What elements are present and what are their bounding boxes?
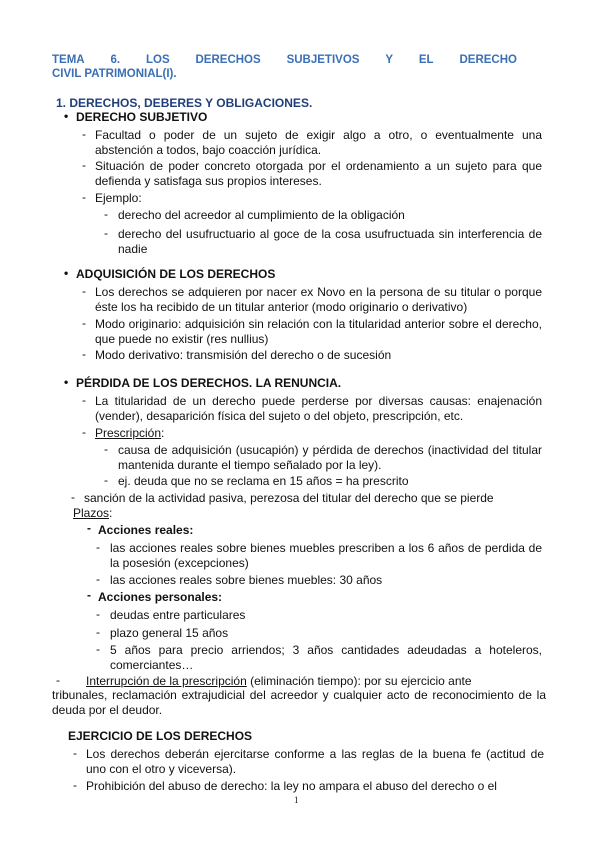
dash-icon: - <box>73 746 77 760</box>
list-item: Modo originario: adquisición sin relación con la titularidad anterior sobre el derecho, que puede no existir (res nullius) <box>95 317 542 346</box>
dash-icon: - <box>82 425 86 439</box>
list-item: las acciones reales sobre bienes muebles: 30 años <box>110 573 383 587</box>
title-word: LOS <box>145 54 170 66</box>
prescripcion-label: Prescripción <box>95 426 162 440</box>
subheading-perdida: PÉRDIDA DE LOS DERECHOS. LA RENUNCIA. <box>76 376 342 390</box>
dash-icon: - <box>82 158 86 172</box>
dash-icon: - <box>104 207 108 221</box>
dash-icon: - <box>82 127 86 141</box>
list-item: 5 años para precio arriendos; 3 años cantidades adeudadas a hoteleros, comerciantes… <box>110 643 542 672</box>
bullet-icon: • <box>64 375 69 389</box>
title-word: SUBJETIVOS <box>286 54 360 66</box>
title-line-1 <box>52 53 517 67</box>
list-item: Prohibición del abuso de derecho: la ley no ampara el abuso del derecho o el <box>86 779 497 793</box>
list-item: Los derechos deberán ejercitarse conforme a las reglas de la buena fe (actitud de uno con el otro y viceversa). <box>86 747 544 776</box>
title-word: 6. <box>110 54 121 66</box>
title-word: TEMA <box>52 54 85 66</box>
subheading-derecho-subjetivo: DERECHO SUBJETIVO <box>76 110 208 124</box>
prescripcion-label-line <box>95 426 542 441</box>
list-item: derecho del acreedor al cumplimiento de la obligación <box>118 208 405 222</box>
title-word: DERECHOS <box>195 54 261 66</box>
list-item: derecho del usufructuario al goce de la cosa usufructuada sin interferencia de nadie <box>118 227 542 256</box>
bullet-icon: • <box>64 266 69 280</box>
list-item: Situación de poder concreto otorgada por el ordenamiento a un sujeto para que defienda y satisfaga sus propios intereses. <box>95 159 542 188</box>
page-number: 1 <box>294 795 299 805</box>
title-line-2: CIVIL PATRIMONIAL(I). <box>52 68 177 80</box>
dash-icon: - <box>96 540 100 554</box>
dash-icon: - <box>104 442 108 456</box>
dash-icon: - <box>87 521 91 535</box>
interrupcion-text: (eliminación tiempo): por su ejercicio ante <box>246 674 472 688</box>
list-item: Modo derivativo: transmisión del derecho o de sucesión <box>95 348 392 362</box>
dash-icon: - <box>73 778 77 792</box>
dash-icon: - <box>96 572 100 586</box>
plazos-label-line <box>73 506 112 521</box>
list-item: Los derechos se adquieren por nacer ex Novo en la persona de su titular o porque éste los ha recibido de un titular anterior (modo originario o derivativo) <box>95 285 542 314</box>
dash-icon: - <box>96 607 100 621</box>
list-item: sanción de la actividad pasiva, perezosa del titular del derecho que se pierde <box>84 491 494 505</box>
subheading-adquisicion: ADQUISICIÓN DE LOS DERECHOS <box>76 267 276 281</box>
interrupcion-label: Interrupción de la prescripción <box>86 674 247 688</box>
list-item: ej. deuda que no se reclama en 15 años = ha prescrito <box>118 474 409 488</box>
dash-icon: - <box>56 673 60 687</box>
document-title <box>52 53 517 81</box>
dash-icon: - <box>82 284 86 298</box>
dash-icon: - <box>82 347 86 361</box>
title-word: EL <box>418 54 434 66</box>
subheading-ejercicio: EJERCICIO DE LOS DERECHOS <box>68 729 253 743</box>
dash-icon: - <box>82 316 86 330</box>
subheading-acciones-reales: Acciones reales: <box>98 523 194 537</box>
list-item: La titularidad de un derecho puede perderse por diversas causas: enajenación (vender), desaparición física del sujeto o del objeto, prescripción, etc. <box>95 394 542 423</box>
section-heading-derechos: 1. DERECHOS, DEBERES Y OBLIGACIONES. <box>56 96 313 110</box>
list-item: causa de adquisición (usucapión) y pérdida de derechos (inactividad del titular mantenida durante el tiempo señalado por la ley). <box>118 443 542 472</box>
dash-icon: - <box>104 226 108 240</box>
dash-icon: - <box>82 190 86 204</box>
dash-icon: - <box>71 490 75 504</box>
list-item: plazo general 15 años <box>110 626 229 640</box>
interrupcion-continuation: tribunales, reclamación extrajudicial del acreedor y cualquier acto de reconocimiento de la deuda por el deudor. <box>52 688 546 717</box>
colon: : <box>161 426 165 440</box>
dash-icon: - <box>87 588 91 602</box>
dash-icon: - <box>96 642 100 656</box>
dash-icon: - <box>96 625 100 639</box>
list-item: Facultad o poder de un sujeto de exigir algo a otro, o eventualmente una abstención a todos, bajo coacción jurídica. <box>95 128 542 157</box>
bullet-icon: • <box>64 109 69 123</box>
colon: : <box>109 506 113 520</box>
interrupcion-line <box>86 674 546 689</box>
subheading-acciones-personales: Acciones personales: <box>98 590 223 604</box>
list-item: deudas entre particulares <box>110 608 246 622</box>
title-word: DERECHO <box>459 54 517 66</box>
dash-icon: - <box>82 393 86 407</box>
list-item: Ejemplo: <box>95 191 142 205</box>
plazos-label: Plazos <box>73 506 110 520</box>
dash-icon: - <box>104 473 108 487</box>
title-word: Y <box>385 54 393 66</box>
list-item: las acciones reales sobre bienes muebles prescriben a los 6 años de perdida de la posesión (excepciones) <box>110 541 542 570</box>
